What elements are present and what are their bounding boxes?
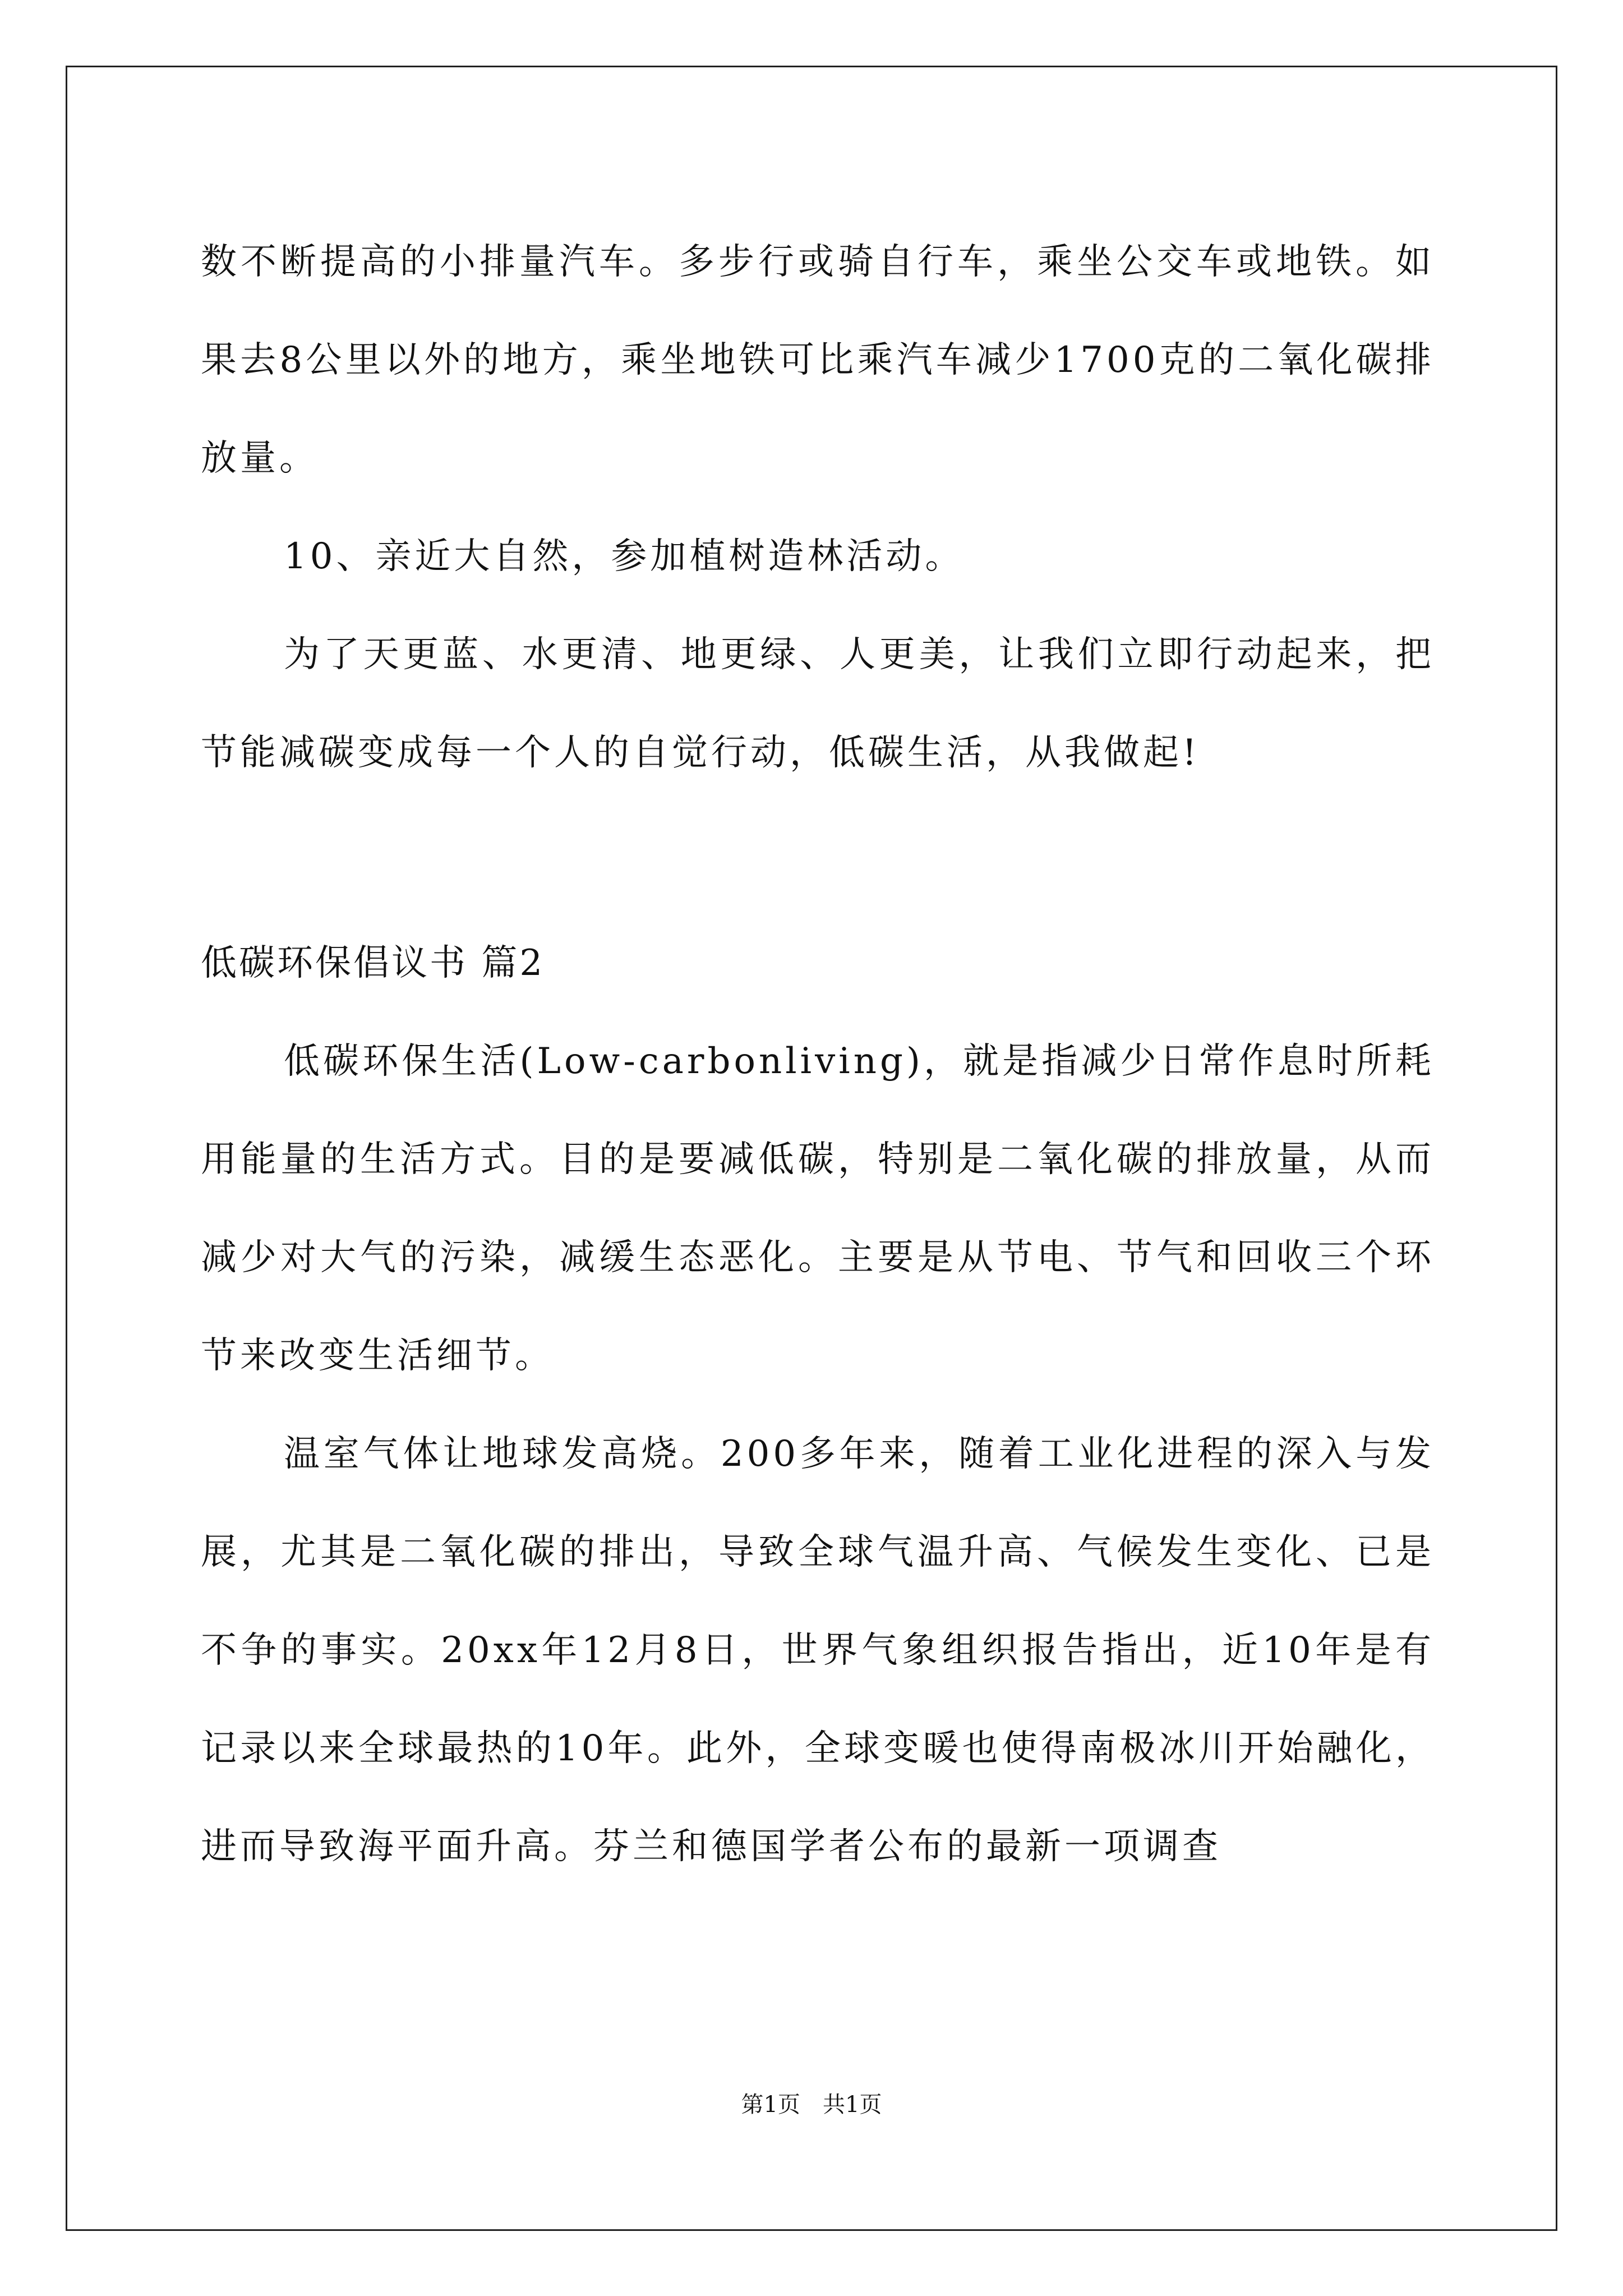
paragraph: 为了天更蓝、水更清、地更绿、人更美，让我们立即行动起来，把节能减碳变成每一个人的自觉行动，低碳生活，从我做起! xyxy=(201,634,1435,774)
paragraph: 10、亲近大自然，参加植树造林活动。 xyxy=(284,536,965,577)
paragraph: 温室气体让地球发高烧。200多年来，随着工业化进程的深入与发展，尤其是二氧化碳的排出，导致全球气温升高、气候发生变化、已是不争的事实。20xx年12月8日，世界气象组织报告指出，近10年是有记录以来全球最热的10年。此外，全球变暖也使得南极冰川开始融化，进而导致海平面升高。芬兰和德国学者公布的最新一项调查 xyxy=(201,1433,1435,1867)
page-footer: 第1页 共1页 xyxy=(741,2092,882,2118)
paragraph: 数不断提高的小排量汽车。多步行或骑自行车，乘坐公交车或地铁。如果去8公里以外的地方，乘坐地铁可比乘汽车减少1700克的二氧化碳排放量。 xyxy=(201,241,1435,479)
document-body xyxy=(201,213,1435,1896)
section-heading: 低碳环保倡议书 篇2 xyxy=(201,942,545,984)
paragraph: 低碳环保生活(Low-carbonliving)，就是指减少日常作息时所耗用能量的生活方式。目的是要减低碳，特别是二氧化碳的排放量，从而减少对大气的污染，减缓生态恶化。主要是从节电、节气和回收三个环节来改变生活细节。 xyxy=(201,1041,1435,1377)
